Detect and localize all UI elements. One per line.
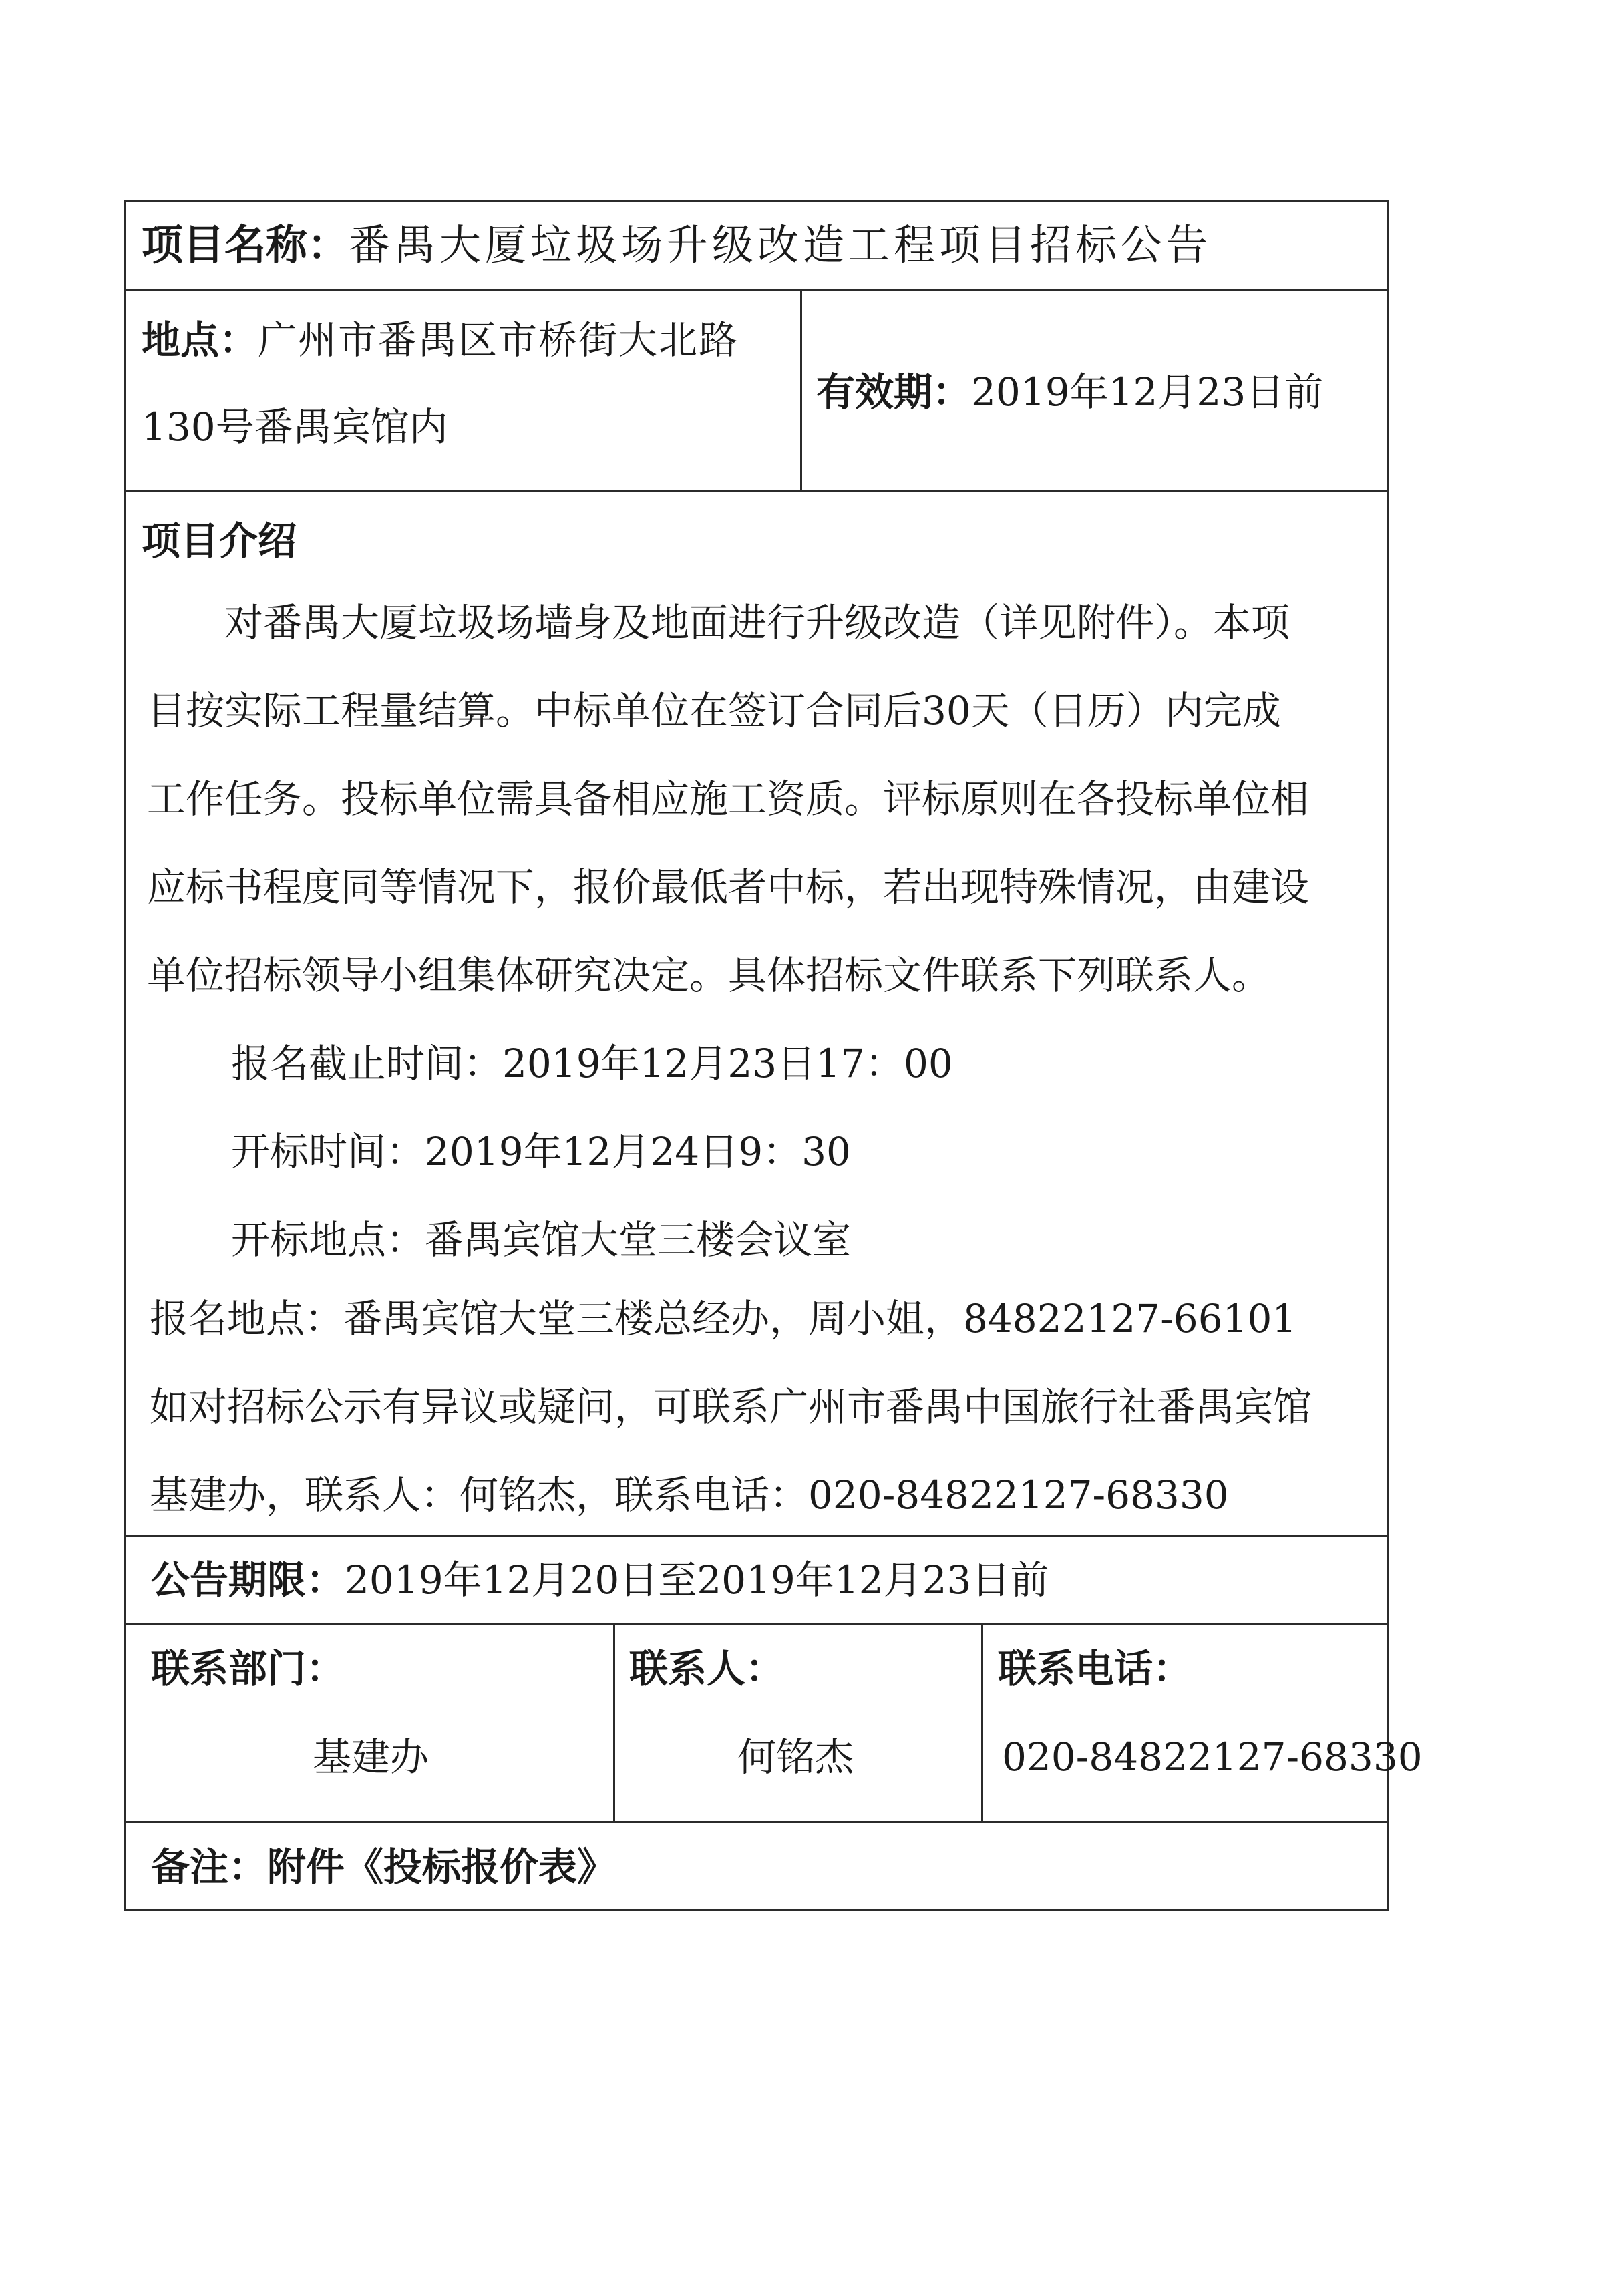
location-value-line1: 广州市番禺区市桥街大北路 xyxy=(258,317,739,363)
notice-period-row xyxy=(151,1556,1049,1603)
intro-line-5: 单位招标领导小组集体研究决定。具体招标文件联系下列联系人。 xyxy=(147,953,1271,998)
contact-dept-label: 联系部门： xyxy=(151,1646,345,1691)
validity-label: 有效期： xyxy=(816,369,972,415)
registration-deadline: 报名截止时间：2019年12月23日17：00 xyxy=(231,1041,953,1086)
objection-line-1: 如对招标公示有异议或疑问，可联系广州市番禺中国旅行社番禺宾馆 xyxy=(150,1384,1312,1430)
location-value-line2: 130号番禺宾馆内 xyxy=(142,404,448,450)
notice-period-label: 公告期限： xyxy=(151,1557,345,1603)
contact-phone-label: 联系电话： xyxy=(998,1646,1192,1691)
bid-opening-time: 开标时间：2019年12月24日9：30 xyxy=(231,1129,851,1174)
divider-dept-person xyxy=(613,1623,615,1821)
divider-row1 xyxy=(124,289,1389,291)
remark-label: 备注： xyxy=(151,1844,268,1890)
divider-row4 xyxy=(124,1623,1389,1625)
project-name-value: 番禺大厦垃圾场升级改造工程项目招标公告 xyxy=(349,220,1212,269)
divider-person-phone xyxy=(981,1623,983,1821)
contact-dept-value: 基建办 xyxy=(313,1734,429,1780)
intro-line-3: 工作任务。投标单位需具备相应施工资质。评标原则在各投标单位相 xyxy=(147,776,1310,822)
registration-place: 报名地点：番禺宾馆大堂三楼总经办，周小姐，84822127-66101 xyxy=(150,1296,1297,1341)
intro-line-4: 应标书程度同等情况下，报价最低者中标，若出现特殊情况，由建设 xyxy=(147,864,1310,910)
intro-line-2: 目按实际工程量结算。中标单位在签订合同后30天（日历）内完成 xyxy=(147,688,1281,733)
validity-value: 2019年12月23日前 xyxy=(971,369,1324,415)
contact-person-label: 联系人： xyxy=(629,1646,785,1691)
contact-phone-value: 020-84822127-68330 xyxy=(1002,1734,1423,1780)
validity-row xyxy=(816,369,1323,416)
remark-value: 附件《投标报价表》 xyxy=(267,1844,616,1890)
objection-line-2: 基建办，联系人：何铭杰，联系电话：020-84822127-68330 xyxy=(150,1472,1229,1518)
intro-heading: 项目介绍 xyxy=(142,518,297,564)
notice-period-value: 2019年12月20日至2019年12月23日前 xyxy=(345,1557,1049,1603)
location-label: 地点： xyxy=(142,317,258,363)
project-name-label: 项目名称： xyxy=(142,220,349,269)
location-line1 xyxy=(142,317,739,363)
divider-row5 xyxy=(124,1821,1389,1823)
bid-opening-place: 开标地点：番禺宾馆大堂三楼会议室 xyxy=(231,1217,852,1263)
intro-line-1: 对番禺大厦垃圾场墙身及地面进行升级改造（详见附件）。本项 xyxy=(224,600,1290,645)
contact-person-value: 何铭杰 xyxy=(737,1734,854,1780)
divider-row2 xyxy=(124,490,1389,492)
remark-row xyxy=(151,1844,616,1891)
divider-location-validity xyxy=(800,289,802,490)
project-name-row xyxy=(142,222,1212,269)
